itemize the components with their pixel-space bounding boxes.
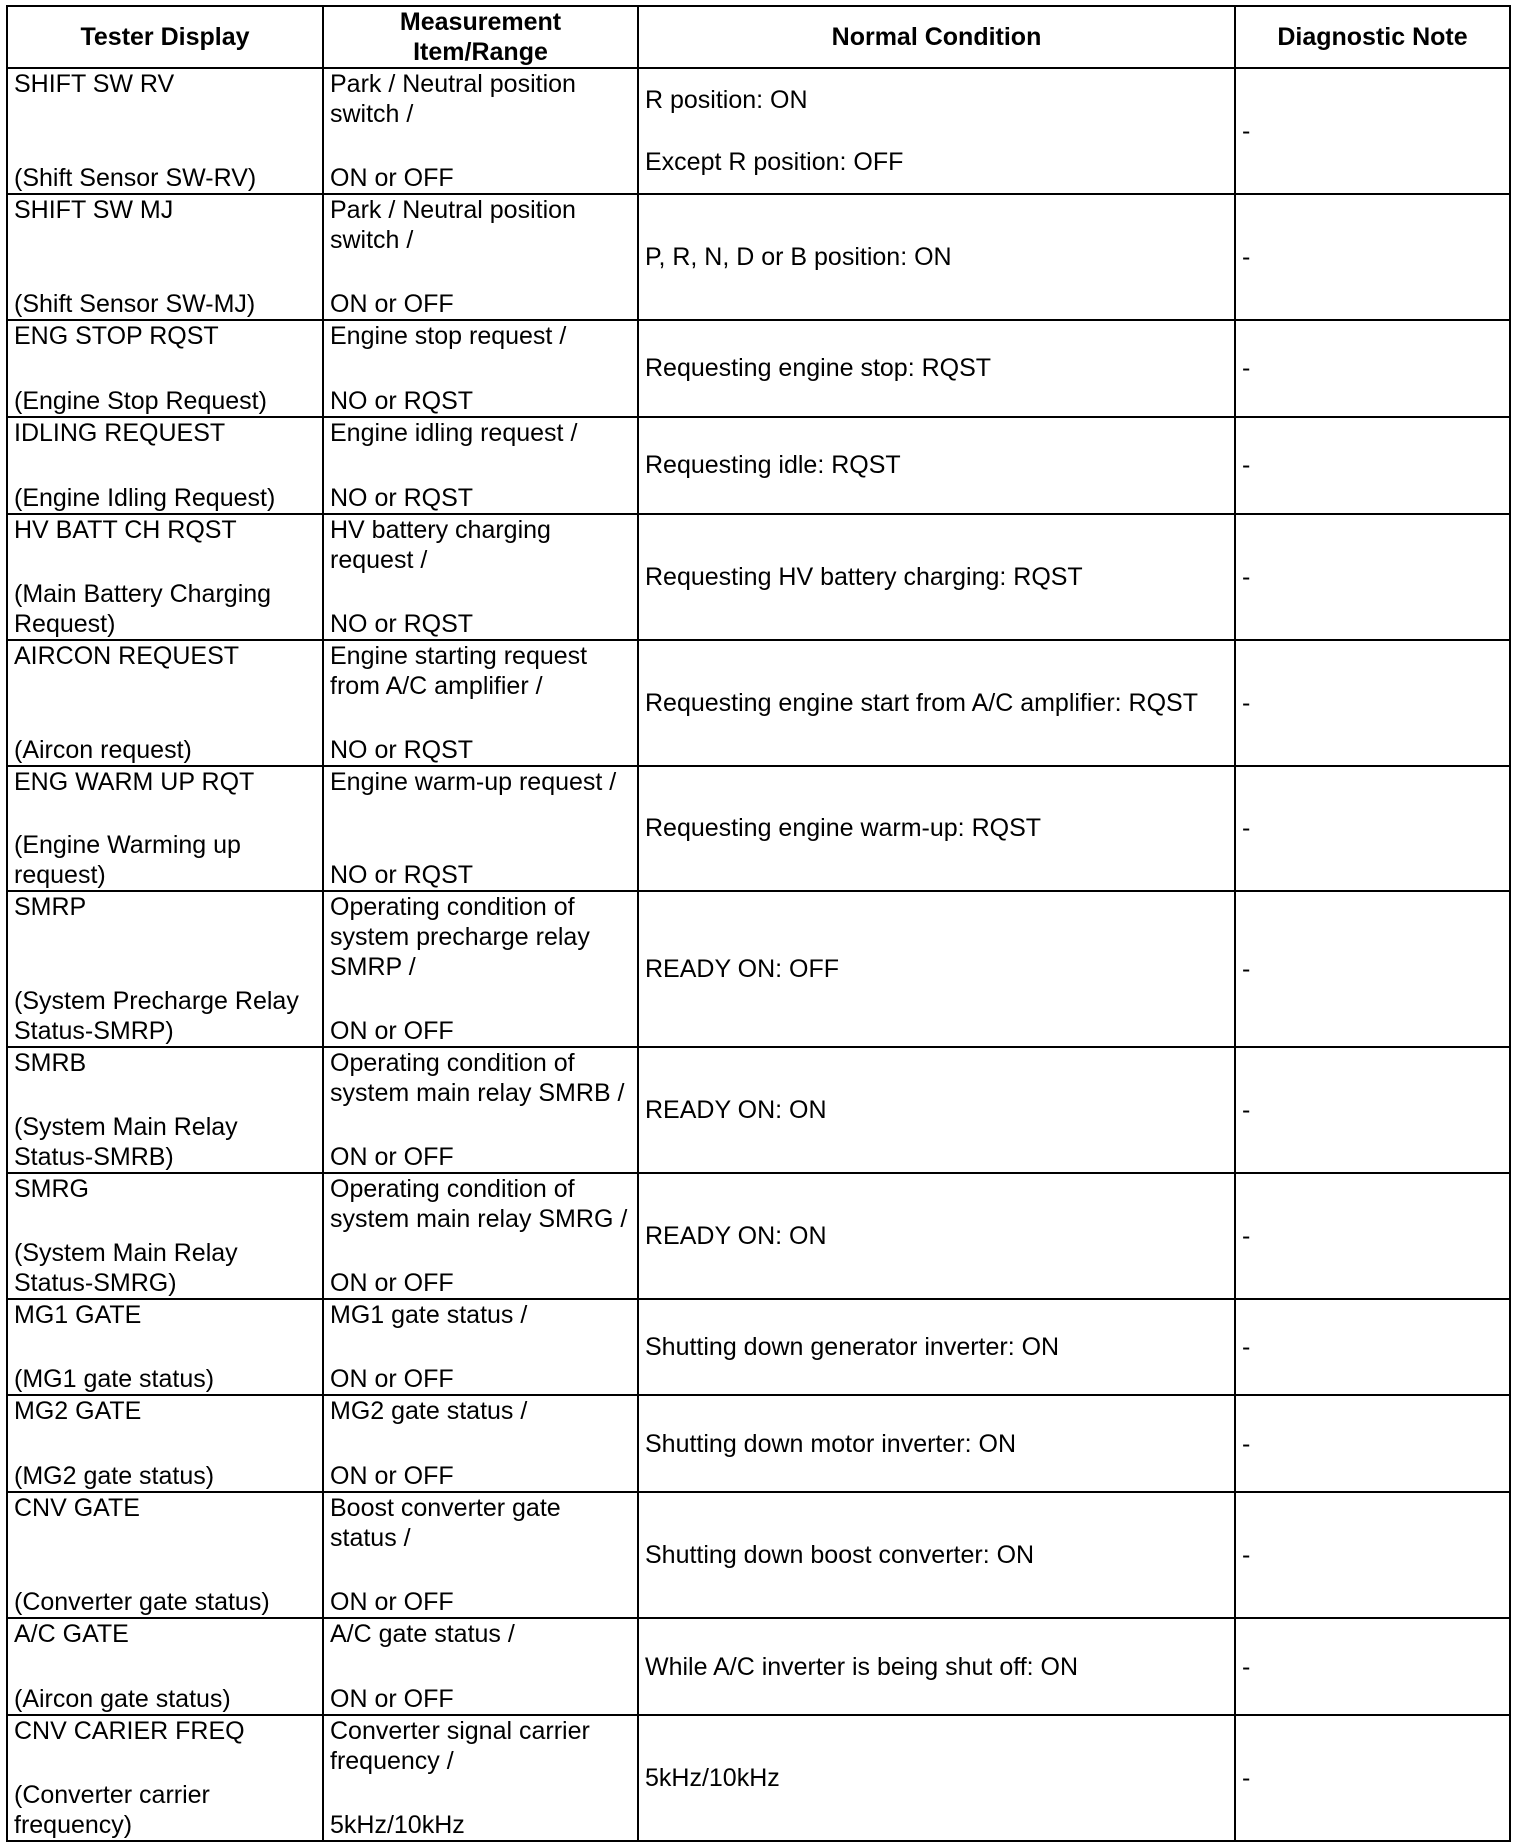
normal-condition-cell	[638, 1395, 1235, 1492]
diagnostic-note-cell	[1235, 766, 1510, 892]
measurement-item-text: Park / Neutral position switch /	[330, 195, 576, 254]
normal-condition-text: While A/C inverter is being shut off: ON	[645, 1652, 1079, 1681]
table-row	[7, 417, 1510, 514]
diagnostic-note-cell	[1235, 194, 1510, 320]
measurement-item-text: Park / Neutral position switch /	[330, 70, 576, 128]
header-measurement-item: Measurement Item/Range	[323, 6, 638, 68]
measurement-item-text: HV battery charging request /	[330, 515, 551, 574]
measurement-item-text: MG1 gate status /	[330, 1300, 528, 1329]
measurement-range-text: ON or OFF	[330, 163, 454, 192]
measurement-item-text: Engine starting request from A/C amplifier /	[330, 641, 588, 700]
measurement-item-text: A/C gate status /	[330, 1620, 515, 1649]
measurement-item-cell	[323, 1715, 638, 1841]
measurement-range-text: NO or RQST	[330, 861, 474, 890]
normal-condition-cell	[638, 891, 1235, 1046]
tester-display-cell	[7, 514, 323, 640]
normal-condition-text: Except R position: OFF	[645, 147, 904, 176]
tester-display-description: (System Precharge Relay Status-SMRP)	[14, 986, 299, 1045]
diagnostic-note-text: -	[1242, 562, 1251, 591]
tester-display-code: SMRG	[14, 1174, 89, 1203]
diagnostic-note-text: -	[1242, 814, 1251, 843]
measurement-item-cell	[323, 1492, 638, 1618]
measurement-range-text: ON or OFF	[330, 1462, 454, 1491]
tester-display-cell	[7, 417, 323, 514]
measurement-range-text: NO or RQST	[330, 735, 474, 764]
normal-condition-text: 5kHz/10kHz	[645, 1763, 780, 1792]
measurement-item-cell	[323, 1618, 638, 1715]
tester-display-cell	[7, 68, 323, 194]
diagnostic-note-text: -	[1242, 242, 1251, 271]
normal-condition-text: READY ON: OFF	[645, 955, 840, 984]
tester-display-description: (Shift Sensor SW-MJ)	[14, 289, 256, 318]
measurement-range-text: ON or OFF	[330, 1365, 454, 1394]
normal-condition-text: Requesting HV battery charging: RQST	[645, 562, 1083, 591]
tester-display-description: (Aircon gate status)	[14, 1684, 231, 1713]
tester-display-cell	[7, 320, 323, 417]
tester-display-cell	[7, 1395, 323, 1492]
diagnostic-note-cell	[1235, 1395, 1510, 1492]
diagnostic-note-cell	[1235, 1715, 1510, 1841]
tester-display-code: SMRB	[14, 1048, 87, 1077]
diagnostic-note-cell	[1235, 1618, 1510, 1715]
diagnostic-note-text: -	[1242, 1652, 1251, 1681]
table-row	[7, 1715, 1510, 1841]
measurement-item-text: Engine idling request /	[330, 418, 578, 447]
diagnostic-note-text: -	[1242, 354, 1251, 383]
measurement-range-text: ON or OFF	[330, 1684, 454, 1713]
table-row	[7, 1047, 1510, 1173]
tester-display-description: (Engine Warming up request)	[14, 831, 241, 890]
measurement-item-cell	[323, 1299, 638, 1396]
normal-condition-text: R position: ON	[645, 85, 808, 114]
table-row	[7, 1299, 1510, 1396]
diagnostic-note-cell	[1235, 1173, 1510, 1299]
header-row	[7, 6, 1510, 68]
measurement-item-text: Converter signal carrier frequency /	[330, 1716, 590, 1775]
tester-display-cell	[7, 1173, 323, 1299]
tester-display-description: (Engine Idling Request)	[14, 483, 276, 512]
measurement-item-cell	[323, 68, 638, 194]
tester-display-description: (System Main Relay Status-SMRB)	[14, 1112, 238, 1171]
normal-condition-cell	[638, 1618, 1235, 1715]
tester-display-code: SHIFT SW MJ	[14, 195, 174, 224]
measurement-range-text: 5kHz/10kHz	[330, 1811, 465, 1839]
table-row	[7, 1395, 1510, 1492]
measurement-item-text: Operating condition of system precharge relay SMRP /	[330, 893, 590, 982]
normal-condition-cell	[638, 320, 1235, 417]
header-normal-condition: Normal Condition	[638, 6, 1235, 68]
measurement-range-text: ON or OFF	[330, 289, 454, 318]
diagnostic-note-text: -	[1242, 1541, 1251, 1570]
table-row	[7, 68, 1510, 194]
normal-condition-text: Requesting engine stop: RQST	[645, 354, 992, 383]
tester-display-description: (System Main Relay Status-SMRG)	[14, 1238, 238, 1297]
tester-display-description: (MG2 gate status)	[14, 1462, 215, 1491]
measurement-item-cell	[323, 194, 638, 320]
tester-display-cell	[7, 1492, 323, 1618]
tester-display-cell	[7, 1299, 323, 1396]
normal-condition-text: Requesting idle: RQST	[645, 451, 901, 480]
table-row	[7, 766, 1510, 892]
tester-display-code: HV BATT CH RQST	[14, 515, 237, 544]
header-tester-display: Tester Display	[7, 6, 323, 68]
normal-condition-cell	[638, 194, 1235, 320]
tester-display-cell	[7, 891, 323, 1046]
table-row	[7, 320, 1510, 417]
tester-display-code: SHIFT SW RV	[14, 70, 175, 98]
normal-condition-text: READY ON: ON	[645, 1221, 827, 1250]
diagnostic-note-text: -	[1242, 1429, 1251, 1458]
normal-condition-cell	[638, 1047, 1235, 1173]
tester-display-code: SMRP	[14, 893, 87, 922]
normal-condition-cell	[638, 1492, 1235, 1618]
normal-condition-text: Requesting engine start from A/C amplifier: RQST	[645, 688, 1199, 717]
diagnostic-note-cell	[1235, 640, 1510, 766]
measurement-item-text: Operating condition of system main relay SMRB /	[330, 1048, 625, 1107]
diagnostic-note-cell	[1235, 417, 1510, 514]
table-row	[7, 891, 1510, 1046]
tester-display-cell	[7, 194, 323, 320]
measurement-item-text: Engine stop request /	[330, 321, 567, 350]
tester-display-description: (Converter gate status)	[14, 1588, 270, 1617]
measurement-item-cell	[323, 640, 638, 766]
normal-condition-cell	[638, 514, 1235, 640]
normal-condition-cell	[638, 766, 1235, 892]
diagnostic-note-text: -	[1242, 1332, 1251, 1361]
tester-display-cell	[7, 766, 323, 892]
diagnostic-note-cell	[1235, 1492, 1510, 1618]
normal-condition-cell	[638, 640, 1235, 766]
tester-display-code: IDLING REQUEST	[14, 418, 226, 447]
normal-condition-text: Shutting down generator inverter: ON	[645, 1332, 1060, 1361]
tester-display-description: (Main Battery Charging Request)	[14, 579, 272, 638]
diagnostic-note-cell	[1235, 1047, 1510, 1173]
tester-display-code: MG2 GATE	[14, 1397, 142, 1426]
table-row	[7, 1618, 1510, 1715]
normal-condition-cell	[638, 1715, 1235, 1841]
tester-display-cell	[7, 1047, 323, 1173]
tester-display-cell	[7, 1618, 323, 1715]
table-row	[7, 514, 1510, 640]
measurement-item-cell	[323, 417, 638, 514]
normal-condition-text: READY ON: ON	[645, 1095, 827, 1124]
diagnostic-note-cell	[1235, 891, 1510, 1046]
measurement-item-text: Operating condition of system main relay SMRG /	[330, 1174, 628, 1233]
tester-display-description: (Engine Stop Request)	[14, 386, 267, 415]
diagnostic-note-cell	[1235, 68, 1510, 194]
diagnostic-note-text: -	[1242, 688, 1251, 717]
measurement-range-text: ON or OFF	[330, 1016, 454, 1045]
measurement-range-text: NO or RQST	[330, 609, 474, 638]
normal-condition-text: Requesting engine warm-up: RQST	[645, 814, 1042, 843]
diagnostic-note-text: -	[1242, 451, 1251, 480]
table-row	[7, 1173, 1510, 1299]
tester-display-code: A/C GATE	[14, 1620, 129, 1649]
tester-display-cell	[7, 640, 323, 766]
table-row	[7, 640, 1510, 766]
measurement-item-cell	[323, 1047, 638, 1173]
measurement-item-text: Engine warm-up request /	[330, 767, 617, 796]
diagnostic-note-cell	[1235, 514, 1510, 640]
diagnostic-note-cell	[1235, 1299, 1510, 1396]
measurement-item-cell	[323, 766, 638, 892]
measurement-item-text: MG2 gate status /	[330, 1397, 528, 1426]
normal-condition-cell	[638, 1173, 1235, 1299]
normal-condition-text: P, R, N, D or B position: ON	[645, 242, 952, 271]
header-diagnostic-note: Diagnostic Note	[1235, 6, 1510, 68]
normal-condition-text: Shutting down boost converter: ON	[645, 1541, 1035, 1570]
measurement-item-cell	[323, 1173, 638, 1299]
measurement-range-text: ON or OFF	[330, 1588, 454, 1617]
normal-condition-cell	[638, 417, 1235, 514]
tester-display-code: ENG STOP RQST	[14, 321, 219, 350]
measurement-range-text: ON or OFF	[330, 1268, 454, 1297]
table-body	[7, 68, 1510, 1841]
tester-display-code: ENG WARM UP RQT	[14, 767, 255, 796]
tester-display-code: MG1 GATE	[14, 1300, 142, 1329]
data-list-table	[6, 5, 1511, 1842]
tester-display-code: AIRCON REQUEST	[14, 641, 240, 670]
diagnostic-note-text: -	[1242, 1763, 1251, 1792]
measurement-range-text: NO or RQST	[330, 386, 474, 415]
measurement-range-text: ON or OFF	[330, 1142, 454, 1171]
normal-condition-cell	[638, 1299, 1235, 1396]
normal-condition-cell	[638, 68, 1235, 194]
tester-display-description: (Converter carrier frequency)	[14, 1781, 210, 1839]
diagnostic-note-text: -	[1242, 955, 1251, 984]
diagnostic-note-text: -	[1242, 116, 1251, 145]
measurement-item-cell	[323, 1395, 638, 1492]
measurement-item-cell	[323, 514, 638, 640]
diagnostic-note-text: -	[1242, 1221, 1251, 1250]
measurement-item-cell	[323, 320, 638, 417]
measurement-range-text: NO or RQST	[330, 483, 474, 512]
tester-display-description: (Shift Sensor SW-RV)	[14, 163, 257, 192]
tester-display-description: (MG1 gate status)	[14, 1365, 215, 1394]
tester-display-cell	[7, 1715, 323, 1841]
table-row	[7, 194, 1510, 320]
normal-condition-text: Shutting down motor inverter: ON	[645, 1429, 1016, 1458]
table-row	[7, 1492, 1510, 1618]
tester-display-code: CNV GATE	[14, 1494, 140, 1523]
diagnostic-note-text: -	[1242, 1095, 1251, 1124]
measurement-item-cell	[323, 891, 638, 1046]
diagnostic-note-cell	[1235, 320, 1510, 417]
measurement-item-text: Boost converter gate status /	[330, 1494, 561, 1553]
tester-display-code: CNV CARIER FREQ	[14, 1716, 245, 1745]
tester-display-description: (Aircon request)	[14, 735, 192, 764]
